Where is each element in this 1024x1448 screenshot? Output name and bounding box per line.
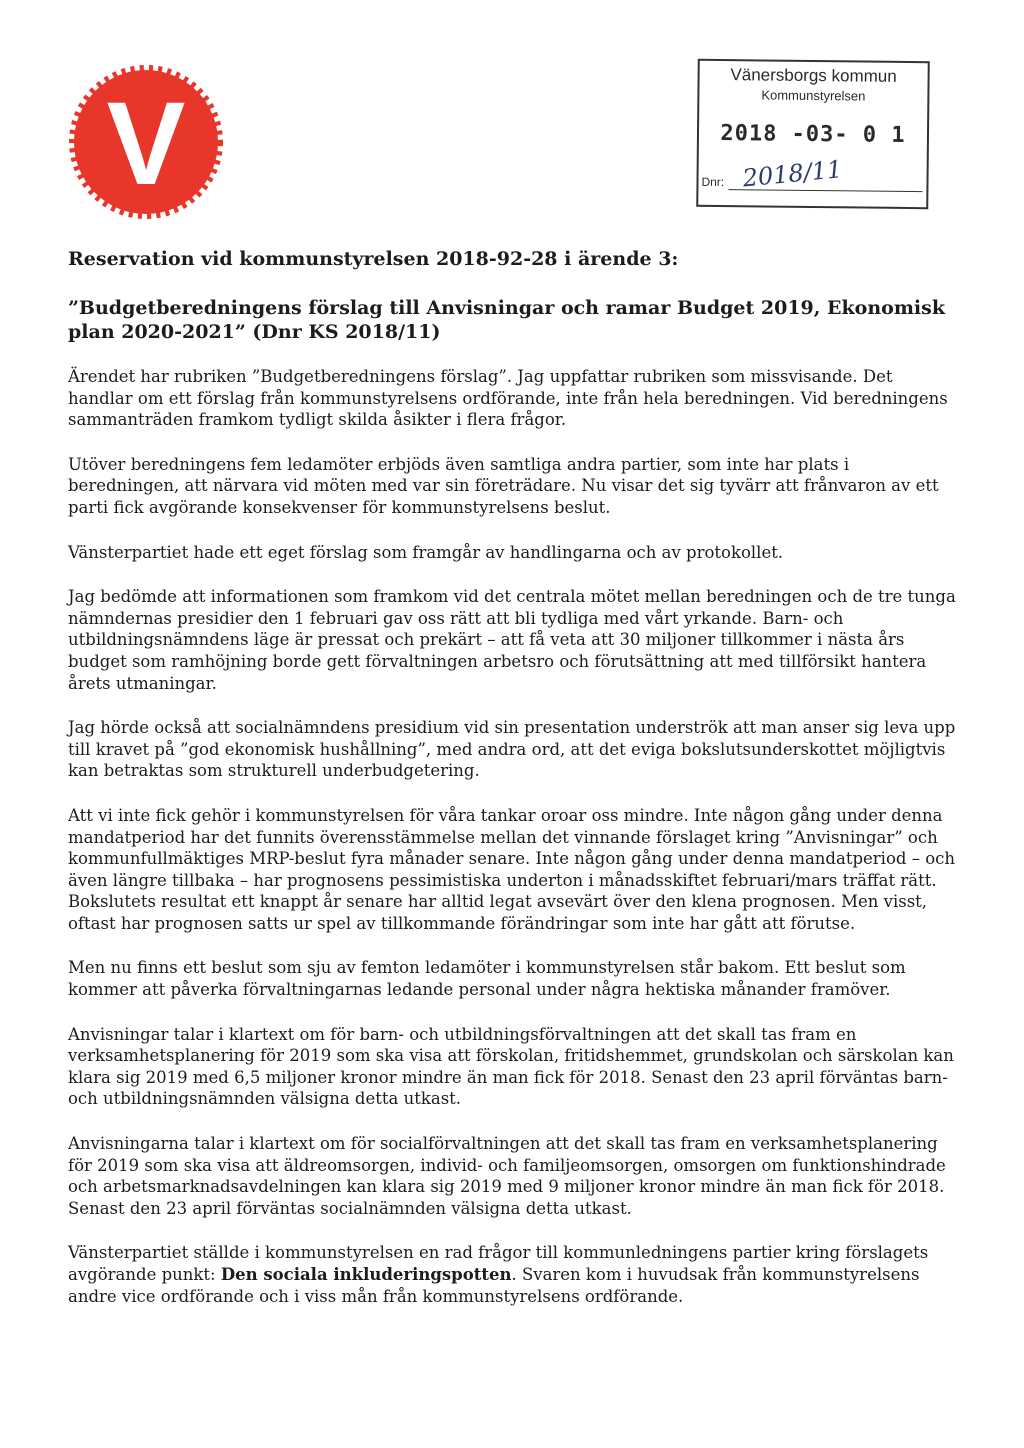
paragraph-text: Vänsterpartiet ställde i kommunstyrelsen en rad frågor till kommunledningens partier kring förslagets avgörande punkt: bbox=[68, 1243, 929, 1284]
registration-stamp bbox=[696, 59, 930, 209]
paragraph: Utöver beredningens fem ledamöter erbjöds även samtliga andra partier, som inte har plats i beredningen, att närvara vid möten med var sin företrädare. Nu visar det sig tyvärr att frånvaron av ett parti fick avgörande konsekvenser för kommunstyrelsens beslut. bbox=[68, 454, 939, 517]
paragraph: Att vi inte fick gehör i kommunstyrelsen för våra tankar oroar oss mindre. Inte någon gång under denna mandatperiod har det funnits överensstämmelse mellan det vinnande förslaget kring ”Anvisningar” och kommunfullmäktiges MRP-beslut fyra månader senare. Inte någon gång under denna mandatperiod – och även längre tillbaka – har prognosens pessimistiska underton i månadsskiftet februari/mars träffat rätt. Bokslutets resultat ett knappt år senare har alltid legat avsevärt över den klena prognosen. Men visst, oftast har prognosen satts ur spel av tillkommande förändringar som inte har gått att förutse. bbox=[68, 805, 955, 933]
stamp-dnr-handwritten: 2018/11 bbox=[741, 155, 844, 193]
paragraph: Men nu finns ett beslut som sju av femton ledamöter i kommunstyrelsen står bakom. Ett beslut som kommer att påverka förvaltningarnas ledande personal under några hektiska månander framöver. bbox=[68, 958, 906, 1000]
paragraph: Anvisningar talar i klartext om för barn- och utbildningsförvaltningen att det skall tas fram en verksamhetsplanering för 2019 som ska visa att förskolan, fritidshemmet, grundskolan och särskolan kan klara sig 2019 med 6,5 miljoner kronor mindre än man fick för 2018. Senast den 23 april förväntas barn- och utbildningsnämnden välsigna detta utkast. bbox=[68, 1024, 954, 1109]
paragraph-last bbox=[68, 1242, 962, 1307]
paragraph: Ärendet har rubriken ”Budgetberedningens förslag”. Jag uppfattar rubriken som missvisande. Det handlar om ett förslag från kommunstyrelsens ordförande, inte från hela beredningen. Vid beredningens sammanträden framkom tydligt skilda åsikter i flera frågor. bbox=[68, 367, 948, 430]
stamp-department: Kommunstyrelsen bbox=[761, 87, 866, 104]
emphasis-text: Den sociala inkluderingspotten bbox=[220, 1265, 512, 1284]
stamp-date: 2018 -03- 0 1 bbox=[720, 121, 906, 148]
logo-letter: V bbox=[106, 78, 186, 210]
document-title: Reservation vid kommunstyrelsen 2018-92-28 i ärende 3: bbox=[68, 248, 679, 270]
party-logo bbox=[66, 62, 226, 222]
stamp-organization: Vänersborgs kommun bbox=[730, 65, 897, 86]
document-body bbox=[68, 366, 962, 1330]
paragraph: Jag hörde också att socialnämndens presidium vid sin presentation underströk att man anser sig leva upp till kravet på ”god ekonomisk hushållning”, med andra ord, att det eviga bokslutsunderskottet möjligtvis kan betraktas som strukturell underbudgetering. bbox=[68, 718, 956, 781]
paragraph: Jag bedömde att informationen som framkom vid det centrala mötet mellan beredningen och de tre tunga nämndernas presidier den 1 februari gav oss rätt att bli tydliga med vårt yrkande. Barn- och utbildningsnämndens läge är pressat och prekärt – att få veta att 30 miljoner tillkommer i nästa års budget som ramhöjning borde gett förvaltningen arbetsro och förutsättning att med tillförsikt hantera årets utmaningar. bbox=[68, 587, 956, 693]
paragraph: Vänsterpartiet hade ett eget förslag som framgår av handlingarna och av protokollet. bbox=[68, 542, 784, 562]
paragraph-text: . Svaren kom i huvudsak från kommunstyrelsens andre vice ordförande och i viss mån från kommunstyrelsens ordförande. bbox=[68, 1265, 920, 1306]
document-subtitle: ”Budgetberedningens förslag till Anvisningar och ramar Budget 2019, Ekonomisk plan 2020-2021” (Dnr KS 2018/11) bbox=[68, 297, 945, 343]
stamp-dnr-label: Dnr: bbox=[701, 174, 725, 190]
paragraph: Anvisningarna talar i klartext om för socialförvaltningen att det skall tas fram en verksamhetsplanering för 2019 som ska visa att äldreomsorgen, individ- och familjeomsorgen, omsorgen om funktionshindrade och arbetsmarknadsavdelningen kan klara sig 2019 med 9 miljoner kronor mindre än man fick för 2018. Senast den 23 april förväntas socialnämnden välsigna detta utkast. bbox=[68, 1134, 946, 1218]
